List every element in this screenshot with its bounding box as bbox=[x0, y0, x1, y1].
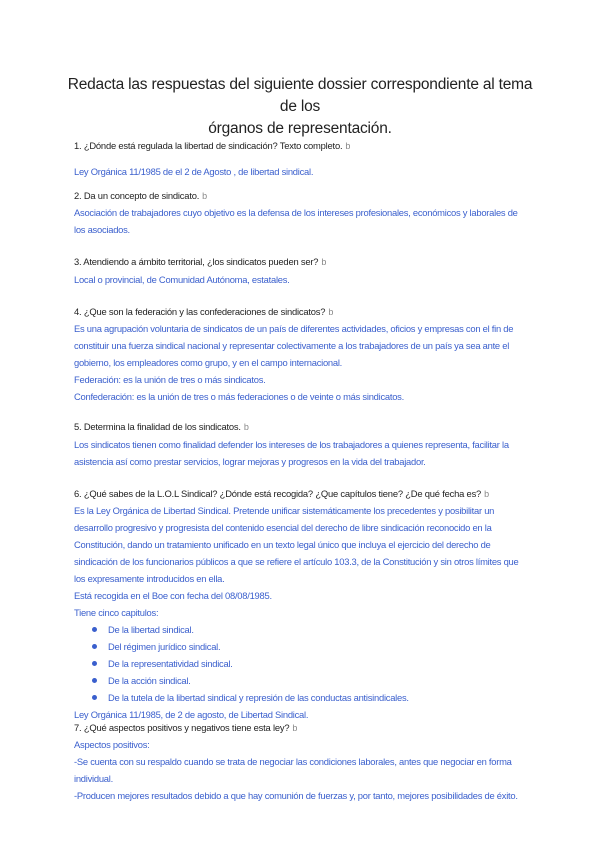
question-text: 7. ¿Qué aspectos positivos y negativos tiene esta ley? bbox=[74, 722, 290, 733]
question-7 bbox=[74, 720, 534, 736]
list-item bbox=[74, 655, 530, 672]
list-item-text: De la libertad sindical. bbox=[108, 624, 194, 635]
bullet-icon bbox=[92, 695, 97, 700]
question-text: 3. Atendiendo a ámbito territorial, ¿los sindicatos pueden ser? bbox=[74, 256, 319, 267]
answer-text: Los sindicatos tienen como finalidad defender los intereses de los trabajadores a quienes representa, facilitar la asistencia así como prestar servicios, lograr mejoras y progresos en la vida del trabajador. bbox=[74, 439, 509, 467]
title-line-2: órganos de representación. bbox=[208, 120, 392, 137]
list-item bbox=[74, 638, 530, 655]
answer-6 bbox=[74, 502, 530, 723]
answer-text: Local o provincial, de Comunidad Autónoma, estatales. bbox=[74, 274, 290, 285]
question-text: 2. Da un concepto de sindicato. bbox=[74, 190, 200, 201]
answer-text: Ley Orgánica 11/1985 de el 2 de Agosto , de libertad sindical. bbox=[74, 166, 314, 177]
edit-marker-icon: b bbox=[345, 141, 351, 151]
answer-7 bbox=[74, 736, 530, 804]
question-6 bbox=[74, 486, 534, 502]
answer-text: Es la Ley Orgánica de Libertad Sindical. Pretende unificar sistemáticamente los precedentes y posibilitar un desarrollo progresivo y progresista del contenido esencial del derecho de libre sindicación reconocido en la Constitución, dando un tratamiento unificado en un texto legal único que incluya el ejercicio del derecho de sindicación de los funcionarios públicos a que se refiere el artículo 103.3, de la Constitución y sin otros límites que los expresamente introducidos en ella. bbox=[74, 505, 519, 584]
question-2 bbox=[74, 188, 534, 204]
bullet-icon bbox=[92, 661, 97, 666]
question-3 bbox=[74, 254, 534, 270]
answer-text: -Producen mejores resultados debido a que hay comunión de fuerzas y, por tanto, mejores posibilidades de éxito. bbox=[74, 790, 518, 801]
chapter-list bbox=[74, 621, 530, 706]
answer-text: Tiene cinco capitulos: bbox=[74, 607, 159, 618]
list-item-text: De la tutela de la libertad sindical y represión de las conductas antisindicales. bbox=[108, 692, 409, 703]
answer-text: Ley Orgánica 11/1985, de 2 de agosto, de Libertad Sindical. bbox=[74, 709, 309, 720]
edit-marker-icon: b bbox=[484, 489, 489, 499]
answer-text: Está recogida en el Boe con fecha del 08/08/1985. bbox=[74, 590, 272, 601]
answer-text: Es una agrupación voluntaria de sindicatos de un país de diferentes actividades, oficios y empresas con el fin de constituir una fuerza sindical nacional y representar colectivamente a los trabajadores de un país ya sea ante el gobierno, los empleadores como grupo, y en el campo internacional. bbox=[74, 323, 514, 368]
answer-2 bbox=[74, 204, 530, 238]
answer-5 bbox=[74, 436, 530, 470]
list-item-text: Del régimen jurídico sindical. bbox=[108, 641, 221, 652]
bullet-icon bbox=[92, 678, 97, 683]
page-title bbox=[60, 74, 540, 140]
question-1 bbox=[74, 138, 534, 154]
answer-text: Federación: es la unión de tres o más sindicatos. bbox=[74, 374, 266, 385]
answer-3 bbox=[74, 271, 530, 288]
list-item bbox=[74, 621, 530, 638]
edit-marker-icon: b bbox=[292, 723, 298, 733]
bullet-icon bbox=[92, 644, 97, 649]
bullet-icon bbox=[92, 627, 97, 632]
edit-marker-icon: b bbox=[328, 307, 334, 317]
answer-text: Asociación de trabajadores cuyo objetivo es la defensa de los intereses profesionales, económicos y laborales de los asociados. bbox=[74, 207, 518, 235]
question-5 bbox=[74, 419, 534, 435]
question-4 bbox=[74, 304, 534, 320]
edit-marker-icon: b bbox=[321, 257, 327, 267]
question-text: 5. Determina la finalidad de los sindicatos. bbox=[74, 421, 241, 432]
question-text: 6. ¿Qué sabes de la L.O.L Sindical? ¿Dónde está recogida? ¿Que capítulos tiene? ¿De qué fecha es? bbox=[74, 488, 482, 499]
question-text: 1. ¿Dónde está regulada la libertad de sindicación? Texto completo. bbox=[74, 140, 343, 151]
title-line-1: Redacta las respuestas del siguiente dossier correspondiente al tema de los bbox=[67, 76, 533, 115]
edit-marker-icon: b bbox=[202, 191, 207, 201]
list-item-text: De la acción sindical. bbox=[108, 675, 191, 686]
answer-text: -Se cuenta con su respaldo cuando se trata de negociar las condiciones laborales, antes que negociar en forma individual. bbox=[74, 756, 512, 784]
list-item bbox=[74, 689, 530, 706]
answer-4 bbox=[74, 320, 530, 405]
answer-1 bbox=[74, 163, 530, 180]
list-item bbox=[74, 672, 530, 689]
answer-text: Aspectos positivos: bbox=[74, 739, 150, 750]
edit-marker-icon: b bbox=[243, 422, 249, 432]
answer-text: Confederación: es la unión de tres o más federaciones o de veinte o más sindicatos. bbox=[74, 391, 404, 402]
question-text: 4. ¿Que son la federación y las confederaciones de sindicatos? bbox=[74, 306, 326, 317]
list-item-text: De la representatividad sindical. bbox=[108, 658, 233, 669]
